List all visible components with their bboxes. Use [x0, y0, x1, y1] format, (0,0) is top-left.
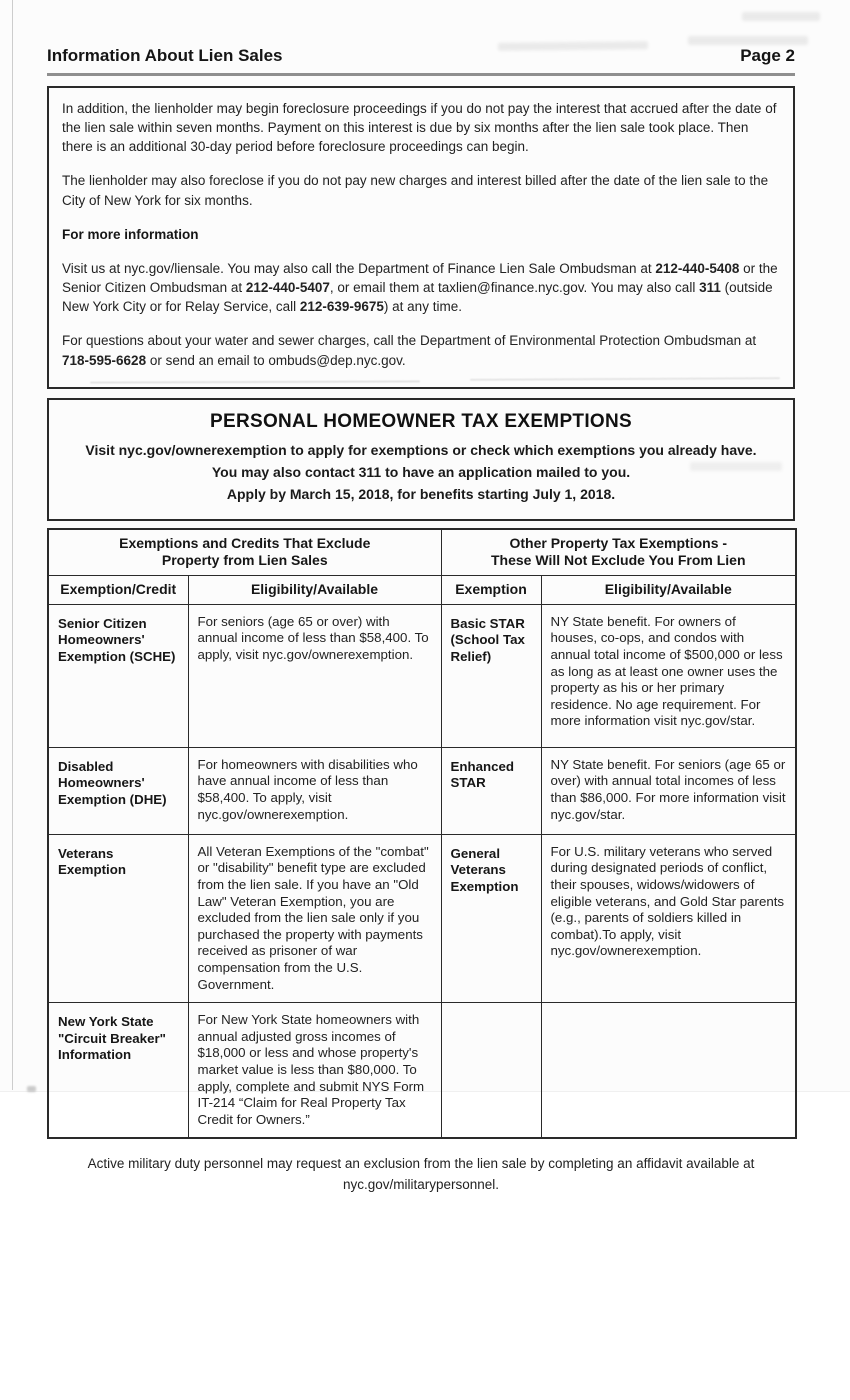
exemptions-apply-line: Visit nyc.gov/ownerexemption to apply for exemptions or check which exemptions you already have. [85, 441, 757, 458]
credit-detail-cell: For seniors (age 65 or over) with annual income of less than $58,400. To apply, visit nyc.gov/ownerexemption. [188, 604, 441, 747]
table-row-circuit-breaker [48, 1003, 796, 1139]
scan-corner-mark [27, 1086, 36, 1092]
credit-detail-cell: For homeowners with disabilities who have annual income of less than $58,400. To apply, visit nyc.gov/ownerexemption. [188, 747, 441, 834]
relay-phone: 212-639-9675 [299, 299, 384, 315]
exemption-detail-cell: NY State benefit. For seniors (age 65 or over) with annual total incomes of less than $86,000. For more information visit nyc.gov/star. [541, 747, 796, 834]
exemption-detail-cell: NY State benefit. For owners of houses, co-ops, and condos with annual total income of $500,000 or less as long as at least one owner uses the property as his or her primary residence. No age requirement. For more information visit nyc.gov/star. [541, 604, 796, 747]
page-title: Information About Lien Sales [47, 46, 283, 65]
group-header-line: Property from Lien Sales [161, 552, 328, 569]
credit-detail-cell: All Veteran Exemptions of the "combat" or "disability" benefit type are excluded from the lien sale. If you have an "Old Law" Veteran Exemption, you are excluded from the lien sale only if you purchased the property with payments received as prisoner of war compensation from the U.S. Government. [188, 834, 441, 1002]
exemptions-header-box [47, 398, 795, 521]
exemption-name-cell: Enhanced STAR [441, 747, 541, 834]
water-sewer-paragraph [62, 331, 780, 369]
credit-name-cell: Disabled Homeowners' Exemption (DHE) [48, 747, 188, 834]
lien-info-box [47, 86, 795, 389]
exemption-detail-cell: For U.S. military veterans who served during designated periods of conflict, their spouses, widows/widowers of eligible veterans, and Gold Star parents (e.g., parents of soldiers killed in combat).To apply, visit nyc.gov/ownerexemption. [541, 834, 796, 1002]
water-text: or send an email to ombuds@dep.nyc.gov. [146, 352, 406, 368]
foreclosure-charges-paragraph: The lienholder may also foreclose if you do not pay new charges and interest billed after the date of the lien sale to the City of New York for six months. [62, 173, 769, 208]
exemption-name-cell: Basic STAR (School Tax Relief) [441, 604, 541, 747]
exemption-name-cell [441, 1003, 541, 1139]
military-exclusion-note [47, 1154, 795, 1195]
col-header-eligibility-left: Eligibility/Available [188, 575, 441, 604]
exemptions-table [47, 528, 797, 1140]
contact-text: , or email them at taxlien@finance.nyc.gov. You may also call [329, 280, 700, 296]
document-content [47, 0, 795, 1195]
contact-text: or the Senior Citizen Ombudsman at [62, 260, 778, 296]
table-row-veterans [48, 834, 796, 1002]
exemptions-deadline-line: Apply by March 15, 2018, for benefits starting July 1, 2018. [226, 485, 616, 502]
scan-edge-line [12, 0, 13, 1090]
credit-detail-cell: For New York State homeowners with annual adjusted gross incomes of $18,000 or less and whose property's market value is less than $80,000. To apply, complete and submit NYS Form IT-214 “Claim for Real Property Tax Credit for Owners.” [188, 1003, 441, 1139]
exemption-detail-cell [541, 1003, 796, 1139]
group-header-line: Other Property Tax Exemptions - [509, 534, 728, 551]
table-group-header-row [48, 529, 796, 576]
contact-text: Visit us at nyc.gov/liensale. You may also call the Department of Finance Lien Sale Ombudsman at [62, 260, 656, 276]
ombudsman-phone: 212-440-5408 [655, 260, 740, 276]
group-header-line: These Will Not Exclude You From Lien [491, 552, 746, 569]
senior-ombudsman-phone: 212-440-5407 [245, 280, 330, 296]
page-number: Page 2 [740, 46, 795, 65]
contact-paragraph [62, 259, 780, 316]
col-header-exemption: Exemption [441, 575, 541, 604]
foreclosure-interest-paragraph: In addition, the lienholder may begin foreclosure proceedings if you do not pay the interest that accrued after the date of the lien sale within seven months. Payment on this interest is due by six months after the lien sale took place. Then there is an additional 30-day period before foreclosure proceedings can begin. [62, 101, 777, 155]
more-information-heading: For more information [62, 226, 199, 242]
military-note-line2: nyc.gov/militarypersonnel. [342, 1176, 500, 1192]
dep-phone: 718-595-6628 [62, 352, 147, 368]
military-note-line1: Active military duty personnel may request an exclusion from the lien sale by completing an affidavit available at [87, 1156, 755, 1172]
table-row-dhe [48, 747, 796, 834]
contact-text: ) at any time. [383, 299, 462, 315]
page-header [47, 0, 795, 76]
credit-name-cell: New York State "Circuit Breaker" Information [48, 1003, 188, 1139]
table-row-sche [48, 604, 796, 747]
exemptions-title: PERSONAL HOMEOWNER TAX EXEMPTIONS [210, 410, 632, 432]
table-column-header-row [48, 575, 796, 604]
contact-text: (outside New York City or for Relay Service, call [62, 280, 773, 315]
call-311: 311 [699, 280, 721, 296]
group-header-other [441, 529, 796, 576]
group-header-line: Exemptions and Credits That Exclude [119, 534, 371, 551]
group-header-exclude [48, 529, 441, 576]
exemption-name-cell: General Veterans Exemption [441, 834, 541, 1002]
credit-name-cell: Senior Citizen Homeowners' Exemption (SCHE) [48, 604, 188, 747]
credit-name-cell: Veterans Exemption [48, 834, 188, 1002]
col-header-eligibility-right: Eligibility/Available [541, 575, 796, 604]
exemptions-contact-line: You may also contact 311 to have an application mailed to you. [211, 463, 631, 480]
col-header-exemption-credit: Exemption/Credit [48, 575, 188, 604]
water-text: For questions about your water and sewer charges, call the Department of Environmental Protection Ombudsman at [62, 333, 757, 349]
